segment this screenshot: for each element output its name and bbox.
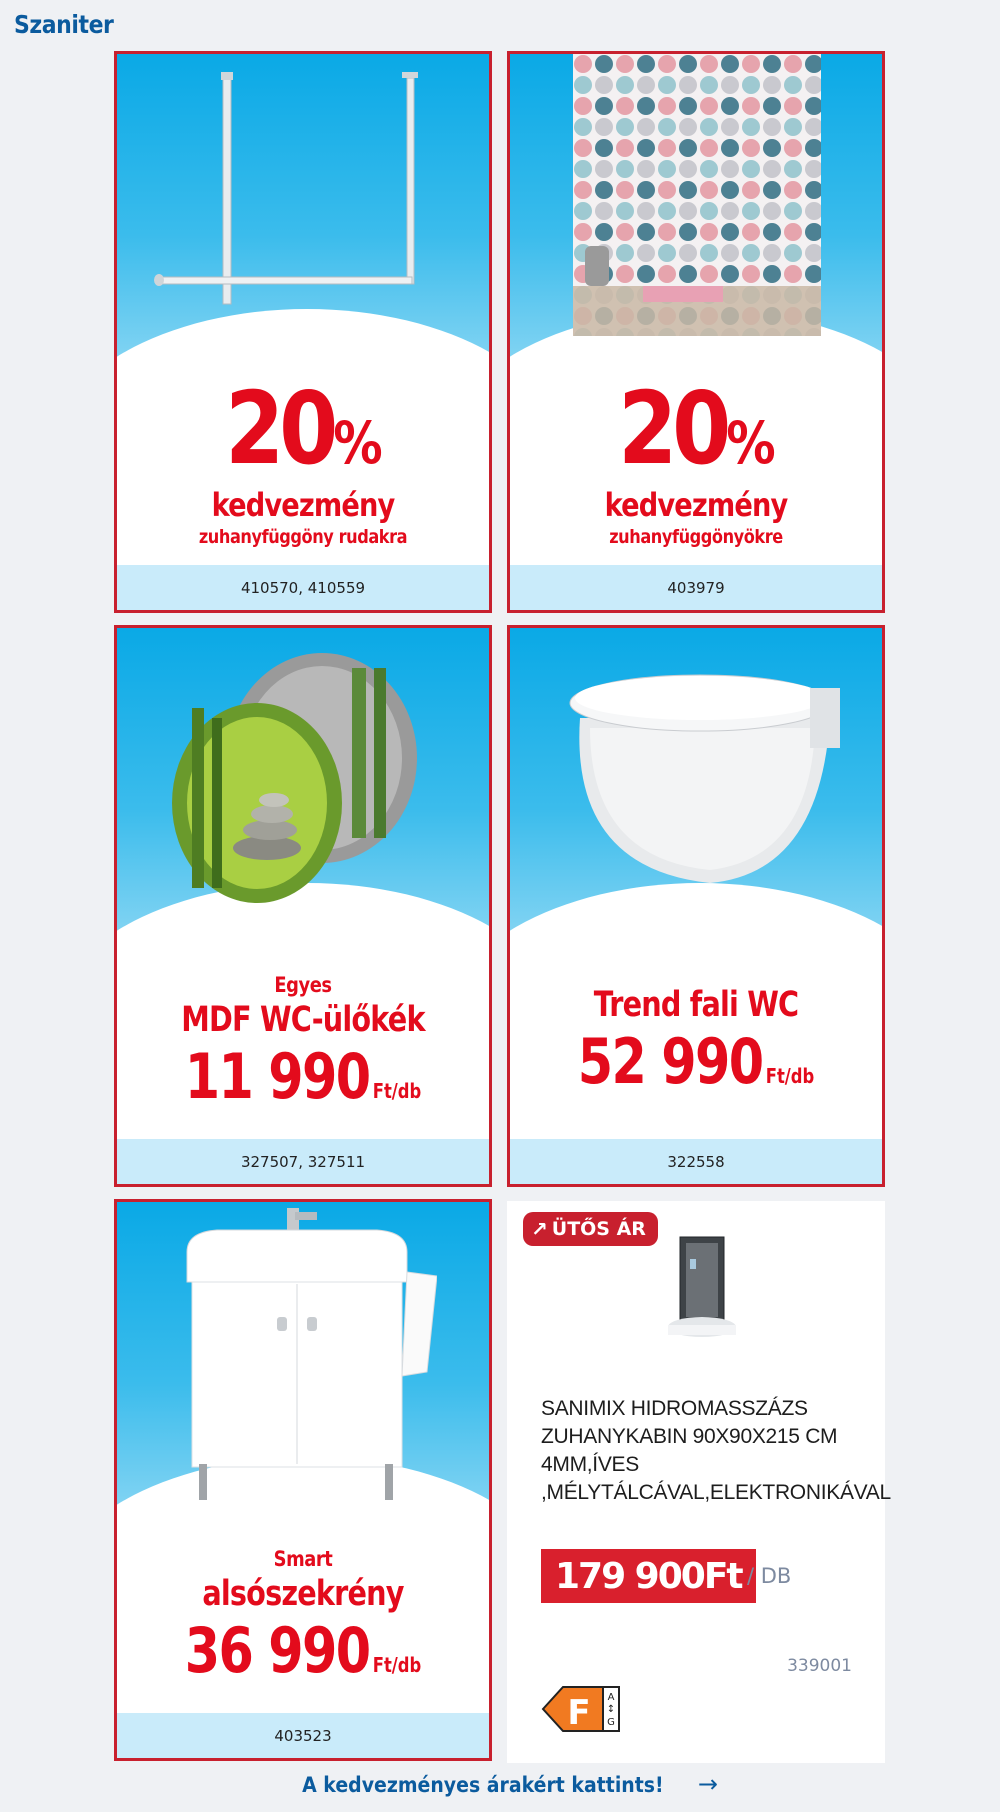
product-price: 36 990 — [184, 1614, 370, 1687]
hot-deal-badge — [523, 1212, 658, 1246]
deal-unit: / DB — [747, 1564, 792, 1588]
product-card-shower-rod[interactable] — [114, 51, 492, 613]
product-name: Trend fali WC — [593, 985, 799, 1025]
product-price: 52 990 — [577, 1025, 763, 1098]
product-card-toilet-seats[interactable] — [114, 625, 492, 1187]
product-card-shower-curtain[interactable] — [507, 51, 885, 613]
product-card-vanity-cabinet[interactable] — [114, 1199, 492, 1761]
energy-scale-bottom: G — [607, 1717, 615, 1728]
pre-label: Egyes — [274, 973, 332, 997]
product-codes: 403979 — [510, 565, 882, 610]
product-price: 11 990 — [184, 1040, 370, 1113]
product-name: MDF WC-ülőkék — [181, 1000, 425, 1040]
discount-word: kedvezmény — [211, 486, 395, 524]
trend-arrow-icon: ↗ — [531, 1217, 548, 1241]
arrow-right-icon: → — [697, 1770, 718, 1798]
price-unit: Ft/db — [765, 1064, 815, 1088]
product-codes: 410570, 410559 — [117, 565, 489, 610]
price-unit: Ft/db — [372, 1079, 422, 1103]
discount-unit: % — [333, 409, 381, 477]
wall-toilet-image — [560, 658, 850, 908]
discount-value: 20 — [225, 370, 334, 487]
shower-cabin-image — [662, 1229, 742, 1344]
energy-class: F — [567, 1693, 591, 1733]
badge-label: ÜTŐS ÁR — [551, 1218, 646, 1240]
deal-code: 339001 — [787, 1656, 852, 1676]
toilet-seat-image — [162, 648, 442, 908]
discount-unit: % — [726, 409, 774, 477]
hot-deal-card[interactable] — [507, 1201, 891, 1763]
discount-value: 20 — [618, 370, 727, 487]
product-codes: 327507, 327511 — [117, 1139, 489, 1184]
discount-target: zuhanyfüggönyökre — [609, 526, 783, 548]
product-name: alsószekrény — [202, 1574, 404, 1614]
shower-curtain-image — [573, 54, 821, 336]
price-unit: Ft/db — [372, 1653, 422, 1677]
discount-word: kedvezmény — [604, 486, 788, 524]
pre-label: Smart — [273, 1547, 333, 1571]
product-codes: 403523 — [117, 1713, 489, 1758]
section-title: Szaniter — [14, 10, 114, 39]
discount-prices-link[interactable] — [0, 1770, 1000, 1798]
product-codes: 322558 — [510, 1139, 882, 1184]
vanity-cabinet-image — [177, 1202, 437, 1512]
energy-label-icon — [541, 1685, 621, 1733]
deal-price: 179 900Ft — [541, 1549, 756, 1603]
energy-scale-top: A — [607, 1692, 615, 1703]
discount-target: zuhanyfüggöny rudakra — [198, 526, 408, 548]
deal-product-name: SANIMIX HIDROMASSZÁZS ZUHANYKABIN 90X90X215 CM 4MM,ÍVES ,MÉLYTÁLCÁVAL,ELEKTRONIKÁVAL — [541, 1397, 891, 1504]
shower-rod-image — [147, 64, 447, 364]
product-card-wall-wc[interactable] — [507, 625, 885, 1187]
link-label: A kedvezményes árakért kattints! — [302, 1773, 664, 1797]
svg-text:↕: ↕ — [606, 1704, 616, 1715]
